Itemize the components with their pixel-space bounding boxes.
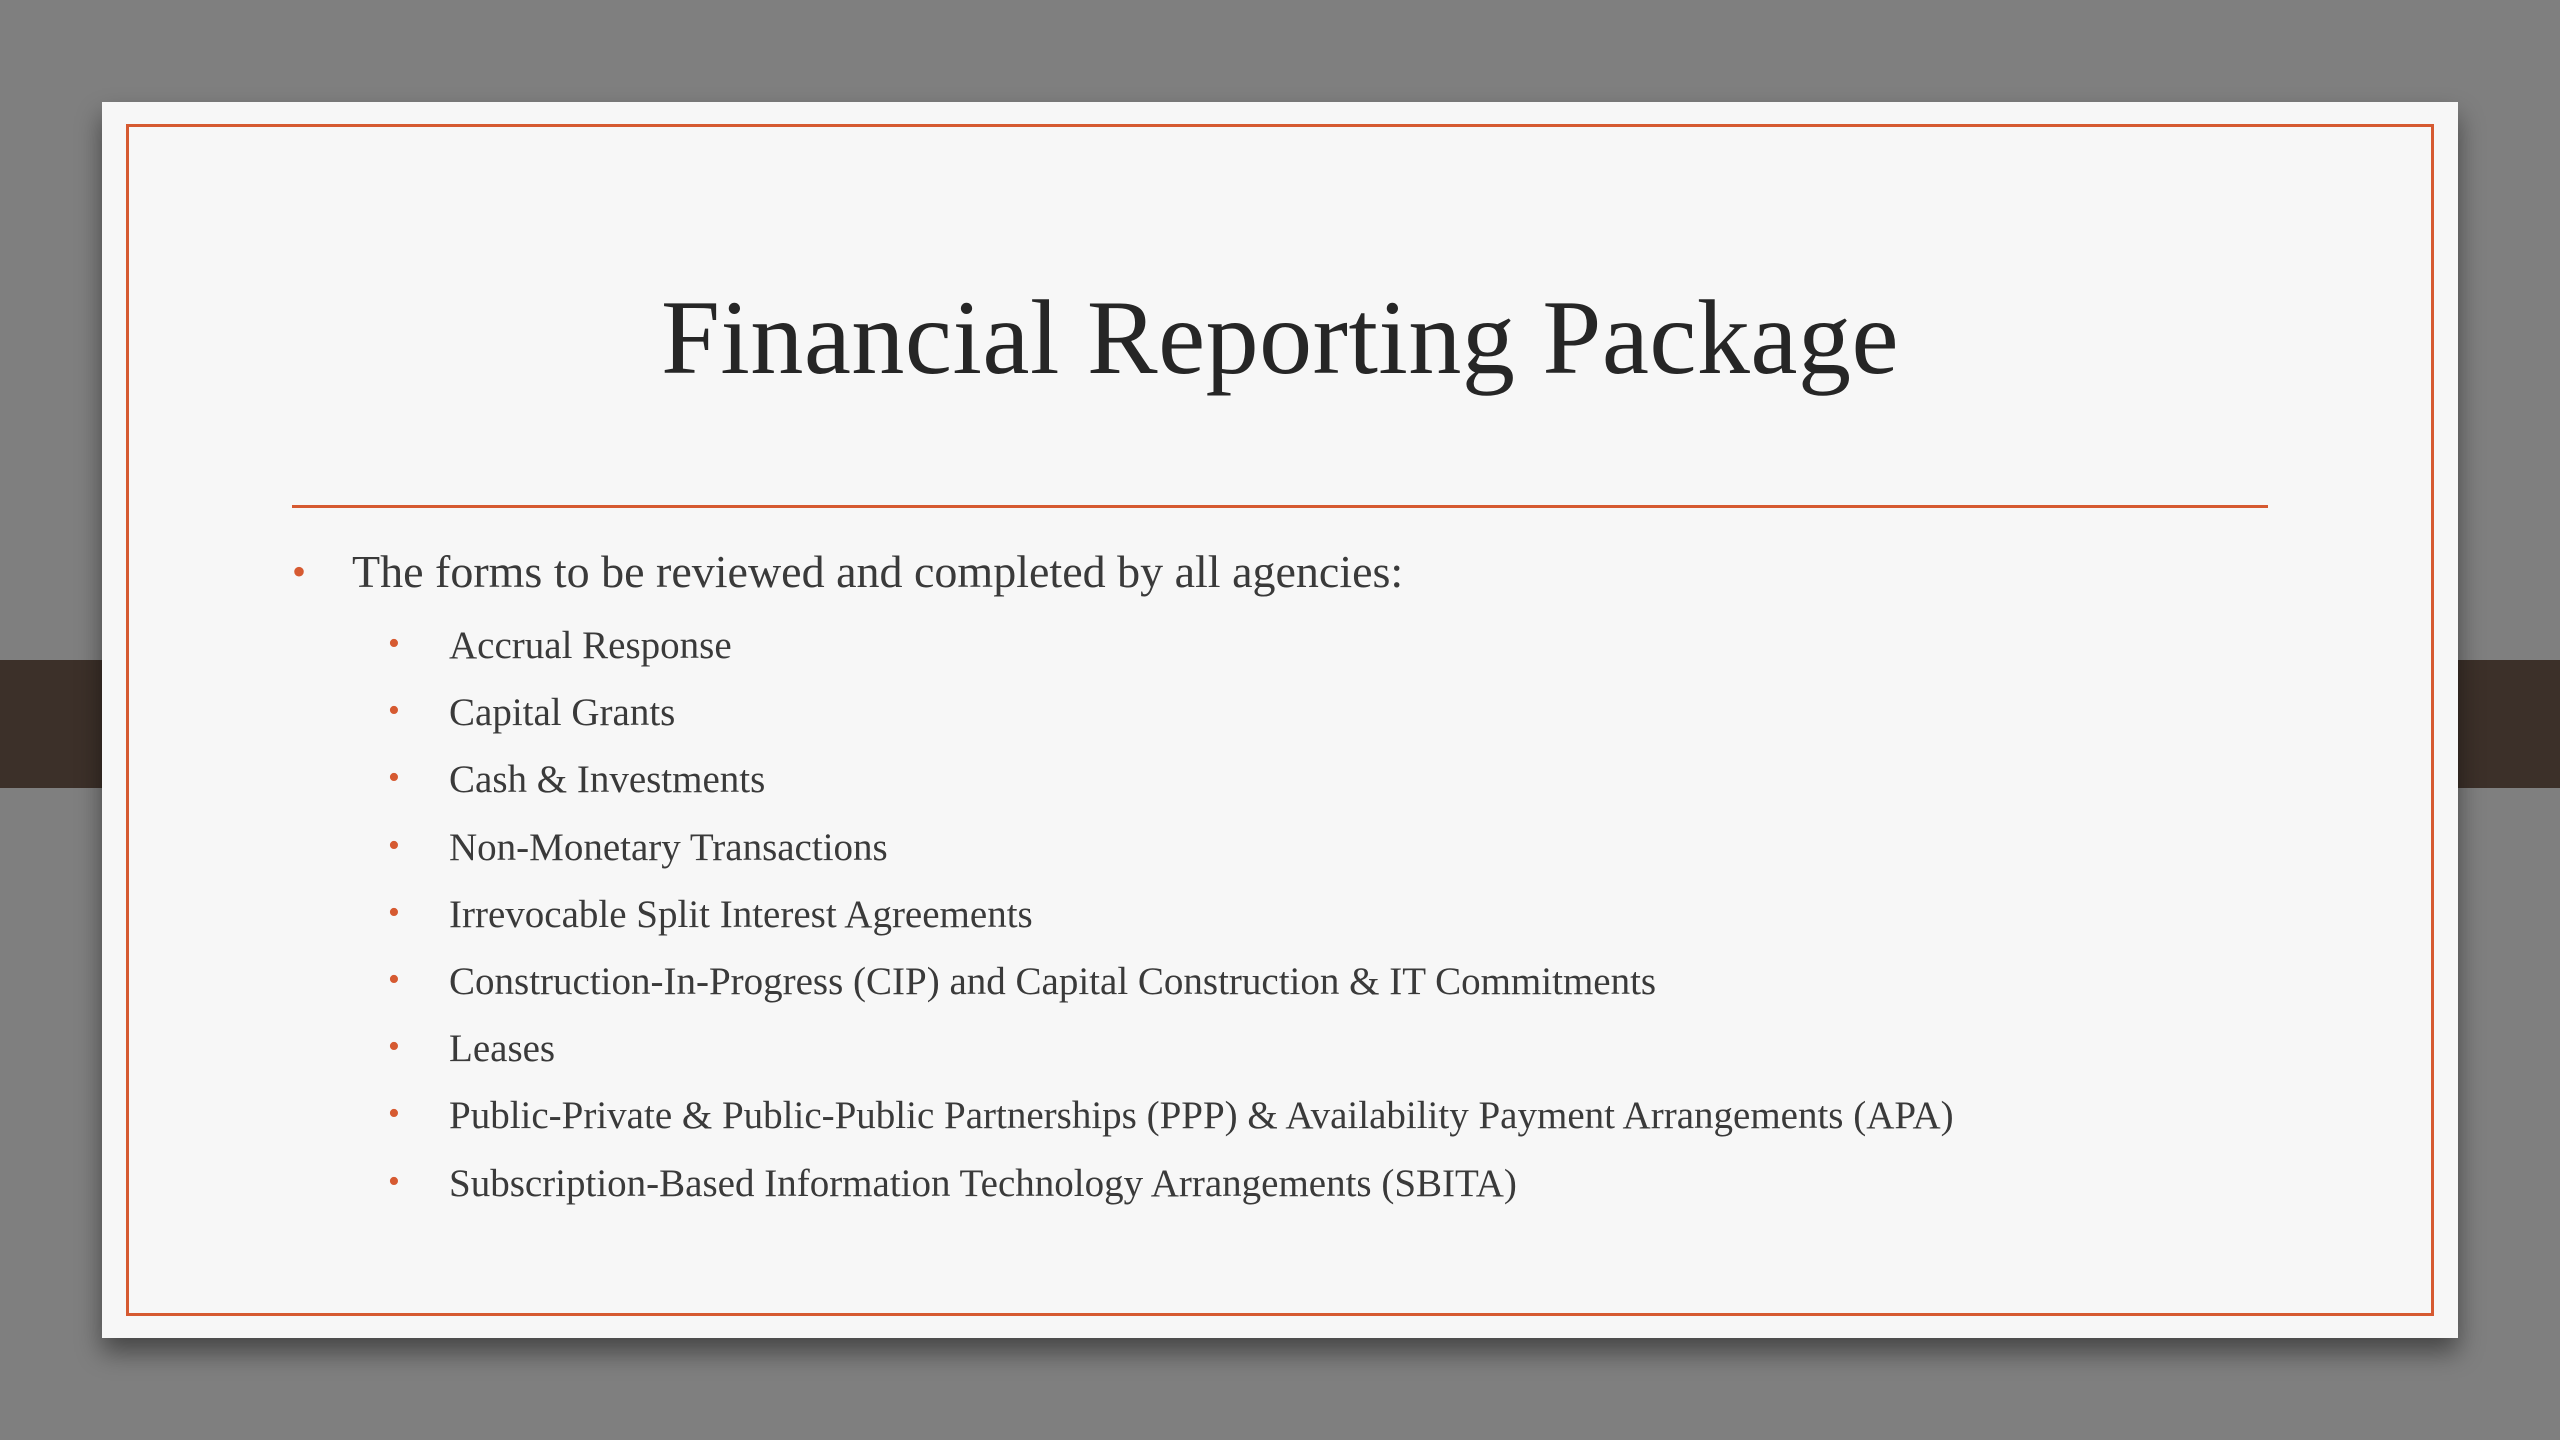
- list-item: [292, 948, 2268, 1015]
- list-item: [292, 1082, 2268, 1149]
- list-item: [292, 814, 2268, 881]
- list-item-text: Public-Private & Public-Public Partnerships (PPP) & Availability Payment Arrangements (APA): [449, 1094, 1954, 1138]
- bullet-icon: •: [388, 1095, 400, 1133]
- list-item-text: Irrevocable Split Interest Agreements: [449, 892, 1033, 936]
- title-divider: [292, 505, 2268, 508]
- list-item: [292, 1150, 2268, 1217]
- list-item: [292, 1015, 2268, 1082]
- list-item: [292, 612, 2268, 679]
- bullet-icon: •: [388, 1028, 400, 1066]
- presentation-slide: [102, 102, 2458, 1338]
- list-item: [292, 679, 2268, 746]
- slide-title: Financial Reporting Package: [660, 279, 1900, 396]
- list-item-text: Construction-In-Progress (CIP) and Capital Construction & IT Commitments: [449, 959, 1657, 1003]
- slide-content: [292, 532, 2268, 1217]
- list-item-text: Accrual Response: [449, 624, 732, 667]
- bullet-icon: •: [388, 960, 400, 998]
- intro-bullet: [292, 532, 2268, 612]
- bullet-icon: •: [388, 826, 400, 864]
- bullet-icon: •: [388, 759, 400, 797]
- bullet-icon: •: [388, 625, 400, 662]
- list-item-text: Subscription-Based Information Technology Arrangements (SBITA): [449, 1161, 1517, 1205]
- list-item-text: Cash & Investments: [449, 758, 766, 802]
- bullet-icon: •: [388, 1162, 400, 1200]
- list-item-text: Capital Grants: [449, 691, 676, 735]
- intro-bullet-text: The forms to be reviewed and completed by all agencies:: [352, 546, 1404, 597]
- bullet-icon: •: [388, 893, 400, 931]
- list-item-text: Leases: [449, 1027, 556, 1071]
- bullet-icon: •: [388, 692, 400, 730]
- list-item: [292, 881, 2268, 948]
- forms-list: [292, 612, 2268, 1217]
- bullet-icon: •: [292, 549, 307, 594]
- list-item: [292, 746, 2268, 813]
- list-item-text: Non-Monetary Transactions: [449, 825, 888, 869]
